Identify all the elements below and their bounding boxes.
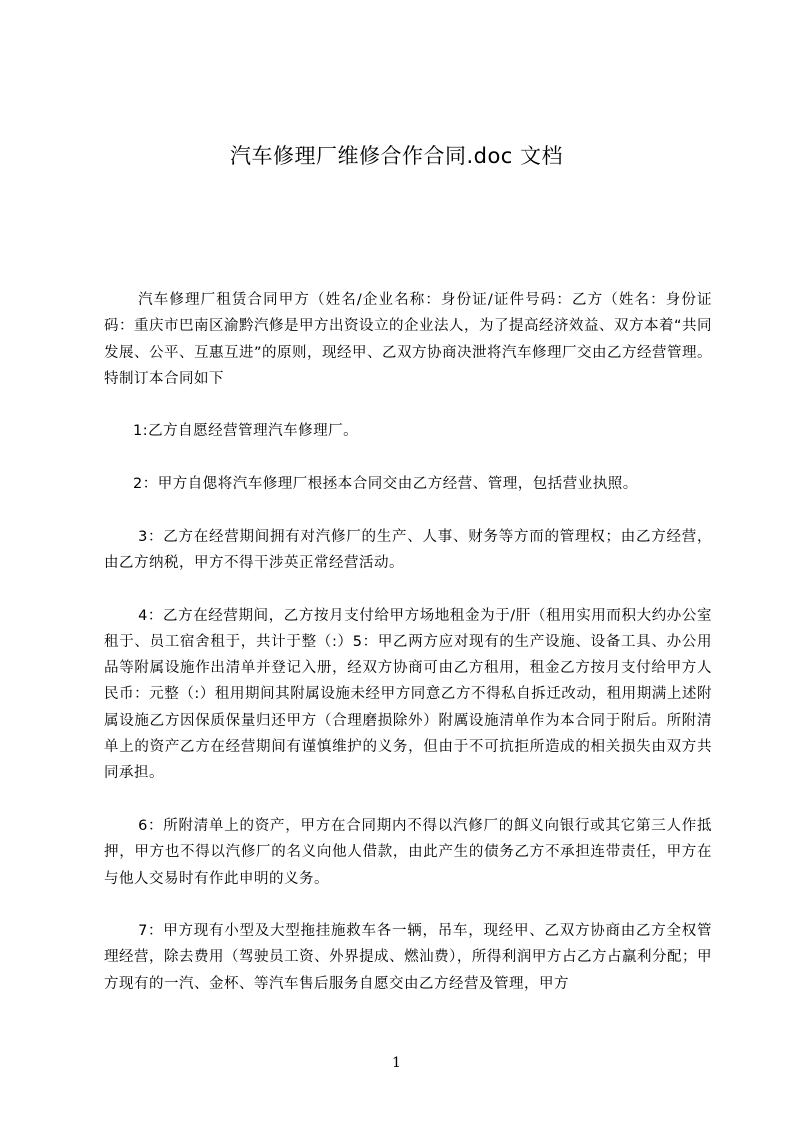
- paragraph-intro: 汽车修理厂租赁合同甲方（姓名/企业名称：身份证/证件号码：乙方（姓名：身份证码：重庆市巴南区渝黔汽修是甲方出资设立的企业法人，为了提高经济效益、双方本着“共同发展、公平、互惠互进”的原则，现经甲、乙双方协商决泄将汽车修理厂交由乙方经营管理。特制订本合同如下: [104, 292, 713, 387]
- document-title: 汽车修理厂维修合作合同.doc 文档: [229, 144, 564, 168]
- paragraph-clause-2: 2：甲方自偲将汽车修理厂根拯本合同交由乙方经营、管理，包括营业执照。: [133, 476, 638, 493]
- paragraph-clause-6: 6：所附清单上的资产，甲方在合同期内不得以汽修厂的餌义向银行或其它第三人作抵押，甲方也不得以汽修厂的名义向他人借款，由此产生的债务乙方不承担连带责任，甲方在与他人交易时有作此申明的义务。: [104, 817, 712, 887]
- document-body: [104, 287, 712, 1023]
- paragraph-clause-7: 7：甲方现有小型及大型拖挂施救车各一辆，吊车，现经甲、乙双方协商由乙方全权管理经营，除去费用（驾驶员工资、外界提成、燃汕费），所得利润甲方占乙方占羸利分配；甲方现有的一汽、金杯、等汽车售后服务自愿交由乙方经营及管理，甲方: [104, 923, 712, 992]
- paragraph-clause-1: 1:乙方自愿经营管理汽车修理厂。: [133, 423, 359, 440]
- paragraph-clause-3: 3：乙方在经营期间拥有对汽修厂的生产、人事、财务等方而的管理权；由乙方经营，由乙方纳税，甲方不得干涉英正常经营活动。: [104, 528, 712, 571]
- page-number: 1: [392, 1055, 401, 1071]
- paragraph-clause-4-5: 4：乙方在经营期间，乙方按月支付给甲方场地租金为于/肝（租用实用而积大约办公室租于、员工宿舍租于，共计于整（:）5：甲乙两方应对现有的生产设施、设备工具、办公用品等附属设施作出清单并登记入册，经双方协商可由乙方租用，租金乙方按月支付给甲方人民币：元整（:）租用期间其附属设施未经甲方同意乙方不得私自拆迁改动，租用期满上述附属设施乙方因保质保量归还甲方（合理磨损除外）附厲设施清单作为本合同于附后。所附清单上的资产乙方在经营期间有谨慎维护的义务，但由于不可抗拒所造成的相关损失由双方共同承担。: [104, 607, 712, 782]
